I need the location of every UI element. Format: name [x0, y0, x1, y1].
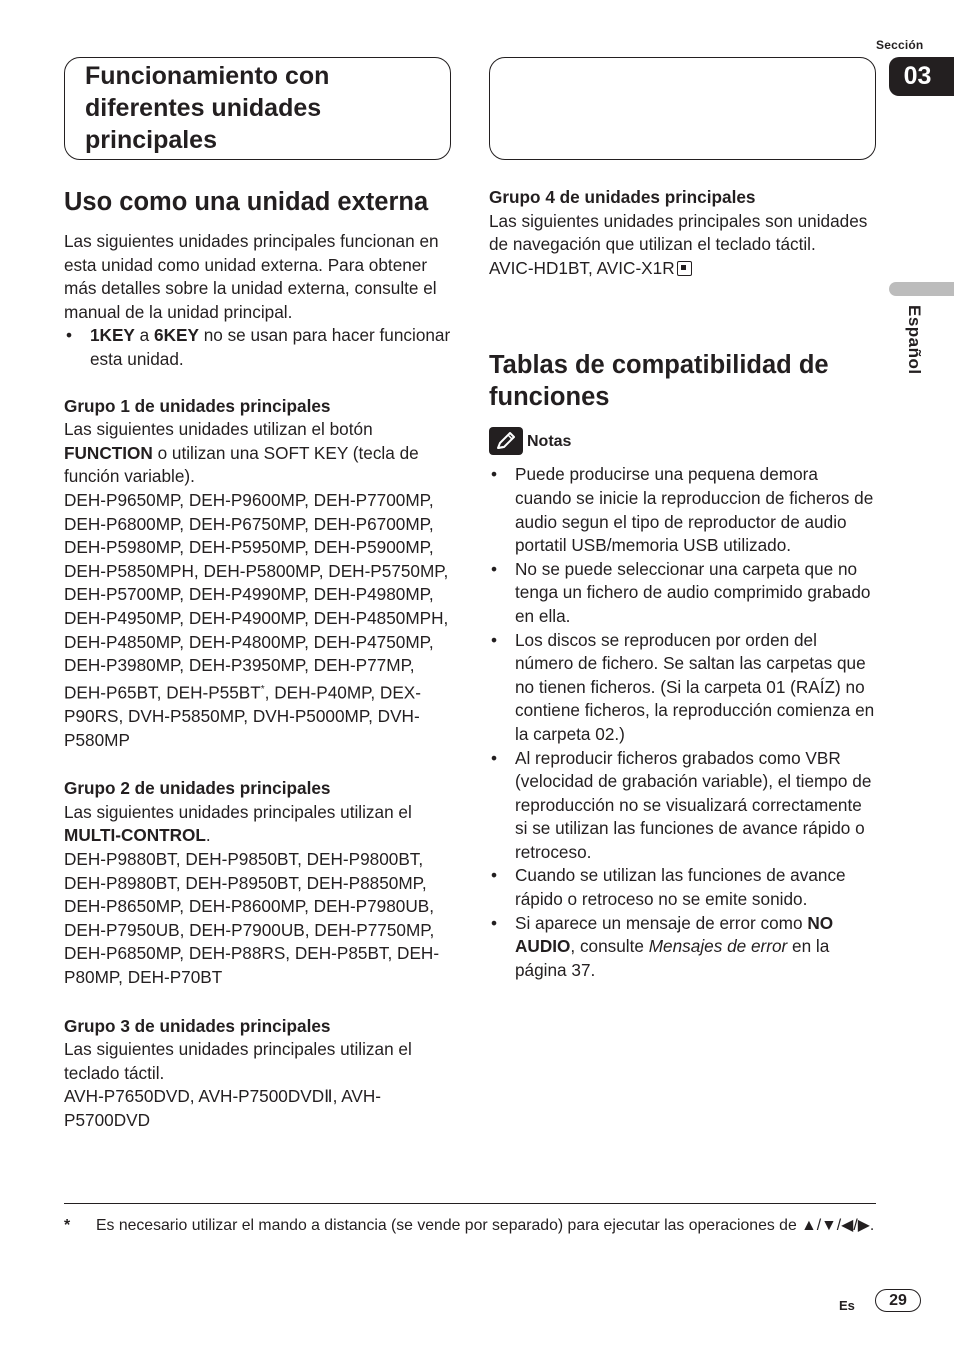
intro-bullet-list: [64, 324, 452, 371]
text-span: AVIC-HD1BT, AVIC-X1R: [489, 257, 675, 278]
text-span: en la página 37.: [515, 936, 830, 980]
list-item: • No se puede seleccionar una carpeta que no tenga un fichero de audio comprimido grabado en ella.: [489, 558, 877, 629]
chapter-title: Funcionamiento con diferentes unidades principales: [85, 62, 330, 154]
pencil-icon: [489, 427, 523, 455]
group4-title: Grupo 4 de unidades principales: [489, 187, 756, 207]
footnote-marker: *: [260, 683, 265, 695]
notes-list: [489, 463, 877, 982]
button-name: FUNCTION: [64, 442, 153, 463]
text-span: .: [205, 825, 211, 846]
list-item: • Cuando se utilizan las funciones de avance rápido o retroceso no se emite sonido.: [489, 864, 877, 911]
key-label: 1KEY: [90, 325, 135, 346]
section-label: Sección: [876, 38, 924, 52]
text-span: o utilizan una SOFT KEY (tecla de función variable).: [64, 442, 419, 487]
group3-models: AVH-P7650DVD, AVH-P7500DVDⅡ, AVH-P5700DVD: [64, 1086, 381, 1130]
notes-label: Notas: [527, 432, 572, 450]
language-tab-bar: [889, 282, 954, 296]
footnote: [64, 1214, 876, 1237]
page-number: 29: [875, 1289, 921, 1312]
list-item: [64, 324, 452, 371]
cross-reference: Mensajes de error: [648, 936, 788, 957]
list-item: [489, 912, 877, 983]
empty-title-box: [489, 57, 876, 160]
group3-title: Grupo 3 de unidades principales: [64, 1015, 331, 1036]
intro-paragraph: Las siguientes unidades principales funcionan en esta unidad como unidad externa. Para obtener más detalles sobre la unidad externa, consulte el manual de la unidad principal.: [64, 231, 439, 322]
section-heading-external-unit: Uso como una unidad externa: [64, 188, 429, 216]
list-item: • Al reproducir ficheros grabados como VBR (velocidad de grabación variable), el tiempo de reproducción no se visualizará correctamente si se utilizan las funciones de avance rápido o retroceso.: [489, 747, 877, 865]
group3-description: Las siguientes unidades principales utilizan el teclado táctil.: [64, 1039, 412, 1083]
right-column: [489, 186, 877, 982]
footnote-text: Es necesario utilizar el mando a distancia (se vende por separado) para ejecutar las operaciones de ▲/▼/◀/▶.: [96, 1217, 875, 1234]
group2-models: DEH-P9880BT, DEH-P9850BT, DEH-P9800BT, DEH-P8980BT, DEH-P8950BT, DEH-P8850MP, DEH-P8650MP, DEH-P8600MP, DEH-P7980UB, DEH-P7950UB, DEH-P7900UB, DEH-P7750MP, DEH-P6850MP, DEH-P88RS, DEH-P85BT, DEH-P80MP, DEH-P70BT: [64, 848, 440, 987]
group4-description: Las siguientes unidades principales son unidades de navegación que utilizan el teclado táctil.: [489, 210, 868, 255]
text-span: Las siguientes unidades principales utilizan el: [64, 801, 412, 822]
left-column: [64, 186, 452, 1133]
key-label: 6KEY: [154, 325, 199, 346]
chapter-title-box: [64, 57, 451, 160]
text-span: Si aparece un mensaje de error como: [515, 912, 808, 933]
list-item: • Los discos se reproducen por orden del número de fichero. Se saltan las carpetas que no tienen ficheros. (Si la carpeta 01 (RAÍZ) no contiene ficheros, la reproducción comienza en la carpeta 02.): [489, 629, 877, 747]
language-code: Es: [839, 1298, 855, 1313]
group2-title: Grupo 2 de unidades principales: [64, 778, 331, 799]
language-label: Español: [905, 305, 924, 375]
end-of-section-icon: [677, 261, 692, 276]
text-span: , DEH-P40MP, DEX-P90RS, DVH-P5850MP, DVH-P5000MP, DVH-P580MP: [64, 682, 421, 750]
group1-models: [64, 489, 452, 752]
section-heading-compatibility: Tablas de compatibilidad de funciones: [489, 351, 829, 412]
footnote-divider: [64, 1203, 876, 1204]
group1-description: [64, 418, 452, 489]
text-span: , consulte: [570, 936, 649, 957]
list-item: • Puede producirse una pequena demora cuando se inicie la reproduccion de ficheros de audio segun el tipo de reproductor de audio portatil USB/memoria USB utilizado.: [489, 463, 877, 557]
group2-description: [64, 801, 452, 848]
text-span: Las siguientes unidades utilizan el botón: [64, 419, 373, 440]
section-number-badge: 03: [889, 57, 954, 96]
control-name: MULTI-CONTROL: [64, 825, 206, 846]
group1-title: Grupo 1 de unidades principales: [64, 395, 331, 416]
notes-header: [489, 427, 877, 455]
text-span: DEH-P9650MP, DEH-P9600MP, DEH-P7700MP, DEH-P6800MP, DEH-P6750MP, DEH-P6700MP, DEH-P5980MP, DEH-P5950MP, DEH-P5900MP, DEH-P5850MPH, DEH-P5800MP, DEH-P5750MP, DEH-P5700MP, DEH-P4990MP, DEH-P4980MP, DEH-P4950MP, DEH-P4900MP, DEH-P4850MPH, DEH-P4850MP, DEH-P4800MP, DEH-P4750MP, DEH-P3980MP, DEH-P3950MP, DEH-P77MP, DEH-P65BT, DEH-P55BT: [64, 489, 449, 703]
text-span: a: [134, 325, 155, 346]
error-message: NO AUDIO: [515, 912, 834, 957]
group4-models: [489, 257, 877, 281]
footnote-star: *: [64, 1217, 71, 1234]
text-span: no se usan para hacer funcionar esta unidad.: [90, 325, 451, 369]
